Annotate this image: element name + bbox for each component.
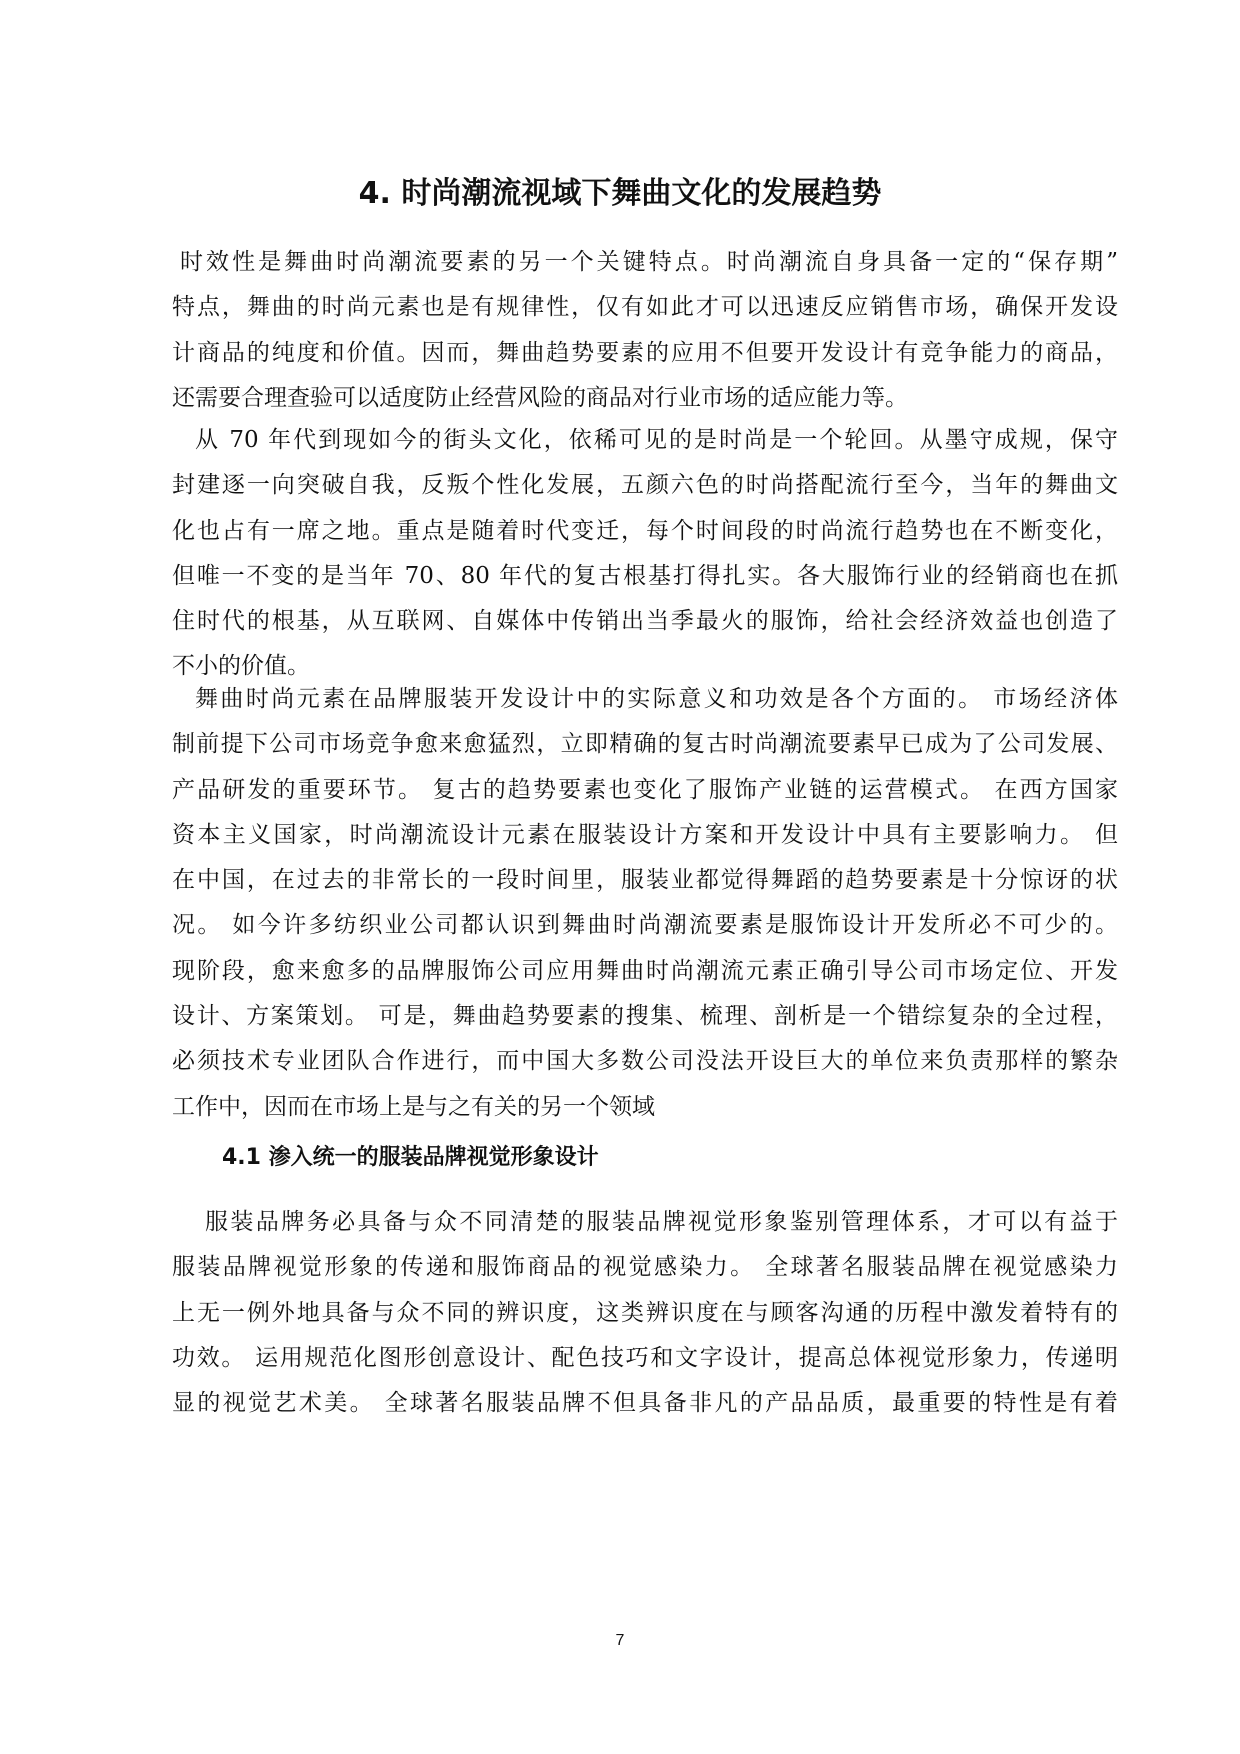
text-line: 设计、方案策划。 可是，舞曲趋势要素的搜集、梳理、剖析是一个错综复杂的全过程， bbox=[172, 1003, 1118, 1030]
text-line: 特点，舞曲的时尚元素也是有规律性，仅有如此才可以迅速反应销售市场，确保开发设 bbox=[172, 294, 1118, 321]
text-line: 上无一例外地具备与众不同的辨识度，这类辨识度在与顾客沟通的历程中激发着特有的 bbox=[172, 1299, 1118, 1326]
text-line: 现阶段，愈来愈多的品牌服饰公司应用舞曲时尚潮流元素正确引导公司市场定位、开发 bbox=[172, 957, 1118, 984]
paragraph-1 bbox=[172, 240, 1118, 421]
text-line: 封建逐一向突破自我，反叛个性化发展，五颜六色的时尚搭配流行至今，当年的舞曲文 bbox=[172, 472, 1118, 499]
text-line: 制前提下公司市场竞争愈来愈猛烈，立即精确的复古时尚潮流要素早已成为了公司发展、 bbox=[172, 731, 1118, 758]
text-line: 显的视觉艺术美。 全球著名服装品牌不但具备非凡的产品品质，最重要的特性是有着 bbox=[172, 1390, 1118, 1417]
text-line: 时效性是舞曲时尚潮流要素的另一个关键特点。时尚潮流自身具备一定的“保存期” bbox=[180, 249, 1118, 275]
text-line: 服装品牌务必具备与众不同清楚的服装品牌视觉形象鉴别管理体系，才可以有益于 bbox=[205, 1209, 1118, 1235]
text-line: 舞曲时尚元素在品牌服装开发设计中的实际意义和功效是各个方面的。 市场经济体 bbox=[195, 686, 1118, 712]
text-line: 服装品牌视觉形象的传递和服饰商品的视觉感染力。 全球著名服装品牌在视觉感染力 bbox=[172, 1254, 1118, 1281]
text-line: 化也占有一席之地。重点是随着时代变迁，每个时间段的时尚流行趋势也在不断变化， bbox=[172, 517, 1118, 544]
page-number: 7 bbox=[615, 1632, 625, 1649]
subsection-heading: 4.1 渗入统一的服装品牌视觉形象设计 bbox=[222, 1145, 599, 1170]
text-line: 住时代的根基，从互联网、自媒体中传销出当季最火的服饰，给社会经济效益也创造了 bbox=[172, 608, 1118, 635]
paragraph-3 bbox=[172, 677, 1118, 1130]
text-line: 必须技术专业团队合作进行，而中国大多数公司没法开设巨大的单位来负责那样的繁杂 bbox=[172, 1048, 1118, 1075]
text-line: 在中国，在过去的非常长的一段时间里，服装业都觉得舞蹈的趋势要素是十分惊讶的状 bbox=[172, 867, 1118, 894]
text-line: 不小的价值。 bbox=[172, 653, 310, 680]
text-line: 从 70 年代到现如今的街头文化，依稀可见的是时尚是一个轮回。从墨守成规，保守 bbox=[195, 427, 1118, 453]
text-line: 产品研发的重要环节。 复古的趋势要素也变化了服饰产业链的运营模式。 在西方国家 bbox=[172, 776, 1118, 803]
section-title: 4. 时尚潮流视域下舞曲文化的发展趋势 bbox=[358, 176, 882, 211]
text-line: 况。 如今许多纺织业公司都认识到舞曲时尚潮流要素是服饰设计开发所必不可少的。 bbox=[172, 912, 1118, 939]
text-line: 计商品的纯度和价值。因而，舞曲趋势要素的应用不但要开发设计有竞争能力的商品， bbox=[172, 339, 1118, 366]
text-line: 资本主义国家，时尚潮流设计元素在服装设计方案和开发设计中具有主要影响力。 但 bbox=[172, 821, 1118, 848]
paragraph-4 bbox=[172, 1200, 1118, 1426]
text-line: 但唯一不变的是当年 70、80 年代的复古根基打得扎实。各大服饰行业的经销商也在抓 bbox=[172, 562, 1118, 589]
text-line: 功效。 运用规范化图形创意设计、配色技巧和文字设计，提高总体视觉形象力，传递明 bbox=[172, 1344, 1118, 1371]
paragraph-2 bbox=[172, 418, 1118, 690]
text-line: 工作中，因而在市场上是与之有关的另一个领域 bbox=[172, 1093, 655, 1120]
text-line: 还需要合理查验可以适度防止经营风险的商品对行业市场的适应能力等。 bbox=[172, 384, 908, 411]
